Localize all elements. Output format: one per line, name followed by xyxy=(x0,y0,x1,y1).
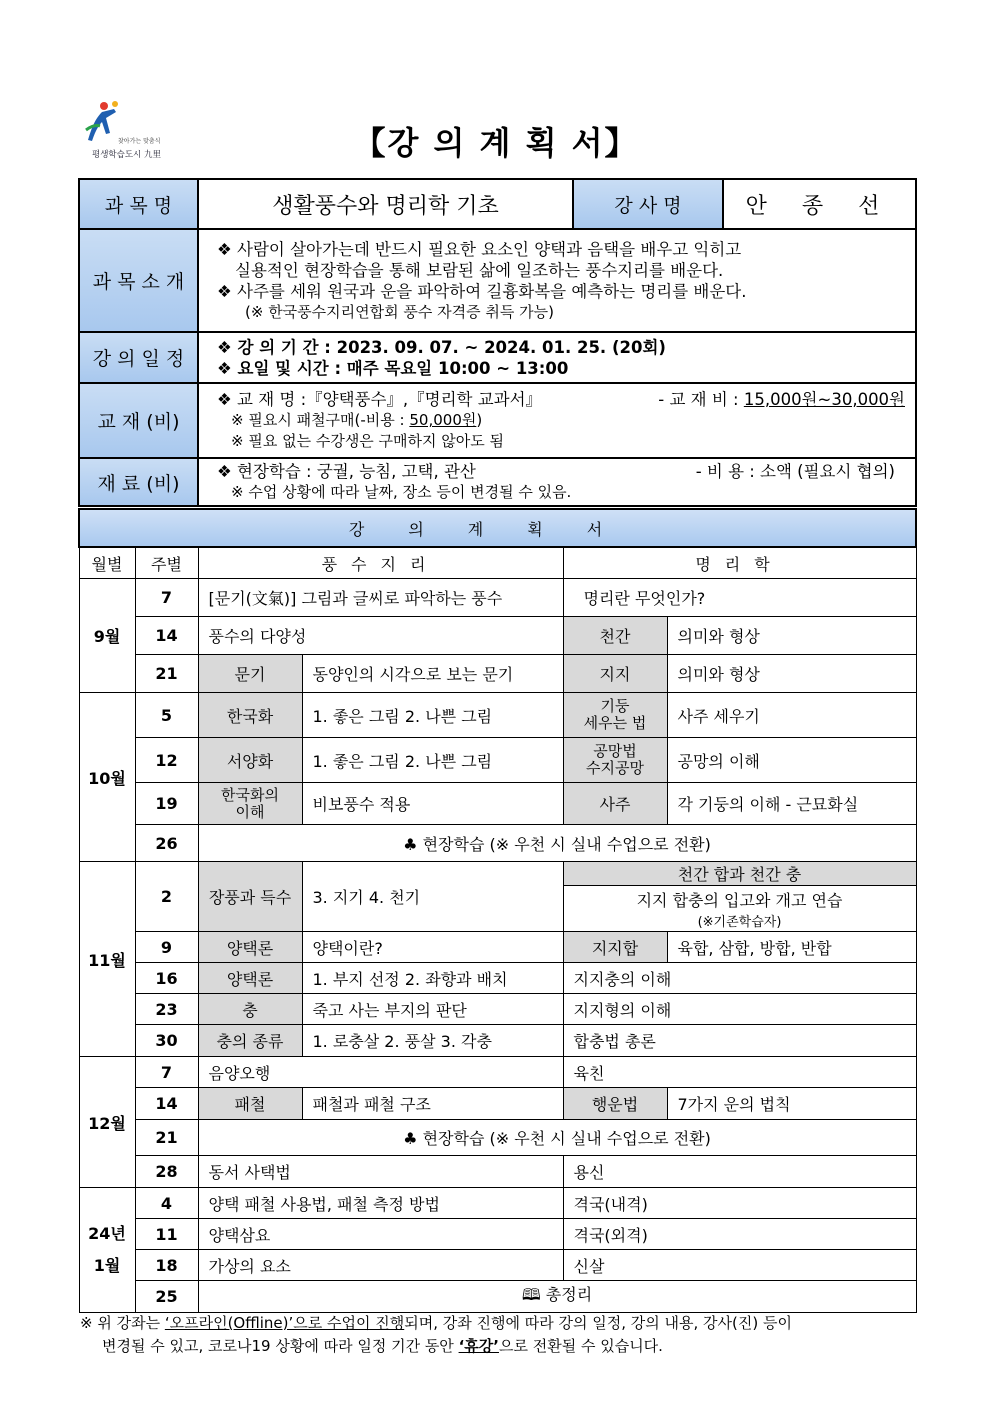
myeongri-topic: 합충법 총론 xyxy=(563,1025,916,1057)
intro-line: (※ 한국풍수지리연합회 풍수 자격증 취득 가능) xyxy=(245,302,554,321)
textbook-name: ❖ 교 재 명 :『양택풍수』,『명리학 교과서』 xyxy=(217,390,543,409)
myeongri-topic: 격국(외격) xyxy=(563,1219,916,1250)
week-cell: 26 xyxy=(135,825,198,862)
material-note: ※ 수업 상황에 따라 날짜, 장소 등이 변경될 수 있음. xyxy=(231,483,572,501)
textbook-cost: 15,000원~30,000원 xyxy=(743,390,905,409)
fengshui-tag: 문기 xyxy=(198,655,302,693)
month-cell: 12월 xyxy=(79,1057,135,1188)
month-cell: 24년 1월 xyxy=(79,1188,135,1313)
schedule-period: ❖ 강 의 기 간 : 2023. 09. 07. ~ 2024. 01. 25. (20회) xyxy=(217,337,666,357)
field-trip: ♣ 현장학습 (※ 우천 시 실내 수업으로 전환) xyxy=(198,825,916,862)
fengshui-topic: 1. 로충살 2. 풍살 3. 각충 xyxy=(302,1025,563,1057)
myeongri-topic: 의미와 형상 xyxy=(667,655,916,693)
myeongri-text: 지지 합충의 입고와 개고 연습 xyxy=(636,890,843,910)
myeongri-topic: 지지형의 이해 xyxy=(563,994,916,1025)
myeongri-tag: 사주 xyxy=(563,783,667,825)
fengshui-topic: 양택삼요 xyxy=(198,1219,563,1250)
myeongri-tag: 기둥 세우는 법 xyxy=(563,693,667,738)
fengshui-topic: 양택 패철 사용법, 패철 측정 방법 xyxy=(198,1188,563,1219)
col-week: 주별 xyxy=(135,547,198,579)
schedule-time: ❖ 요일 및 시간 : 매주 목요일 10:00 ~ 13:00 xyxy=(217,358,569,378)
footer-text: 변경될 수 있고, 코로나19 상황에 따라 일정 기간 동안 xyxy=(102,1337,459,1355)
week-cell: 9 xyxy=(135,932,198,963)
week-cell: 12 xyxy=(135,738,198,783)
fengshui-topic: 1. 부지 선정 2. 좌향과 배치 xyxy=(302,963,563,994)
week-cell: 28 xyxy=(135,1156,198,1188)
logo-slogan: 찾아가는 맞춤식 xyxy=(118,138,161,145)
textbook-note-end: ) xyxy=(476,411,483,429)
week-cell: 5 xyxy=(135,693,198,738)
textbook-note2: ※ 필요 없는 수강생은 구매하지 않아도 됨 xyxy=(231,432,505,450)
month-cell: 11월 xyxy=(79,862,135,1057)
fengshui-tag: 서양화 xyxy=(198,738,302,783)
myeongri-subhead: 천간 합과 천간 충 xyxy=(563,862,916,886)
textbook-content xyxy=(198,383,916,458)
plan-heading: 강의계획서 xyxy=(79,509,916,547)
intro-line: ❖ 사주를 세워 원국과 운을 파악하여 길흉화복을 예측하는 명리를 배운다. xyxy=(217,281,747,301)
myeongri-tag: 공망법 수지공망 xyxy=(563,738,667,783)
fengshui-topic: 1. 좋은 그림 2. 나쁜 그림 xyxy=(302,693,563,738)
week-cell: 25 xyxy=(135,1281,198,1313)
month-cell: 10월 xyxy=(79,693,135,862)
fengshui-topic: 패철과 패철 구조 xyxy=(302,1088,563,1120)
textbook-cost-label: - 교 재 비 : xyxy=(658,390,744,409)
page-title: 【강 의 계 획 서】 xyxy=(353,124,639,162)
material-content xyxy=(198,458,916,506)
week-cell: 11 xyxy=(135,1219,198,1250)
myeongri-topic: 공망의 이해 xyxy=(667,738,916,783)
myeongri-topic: 7가지 운의 법칙 xyxy=(667,1088,916,1120)
fengshui-topic: 3. 지기 4. 천기 xyxy=(302,862,563,932)
fengshui-topic: 풍수의 다양성 xyxy=(198,617,563,655)
myeongri-tag: 지지합 xyxy=(563,932,667,963)
schedule-content xyxy=(198,332,916,383)
footer-offline: ‘오프라인(Offline)’으로 수업이 진행 xyxy=(164,1314,405,1332)
myeongri-tag: 지지 xyxy=(563,655,667,693)
week-cell: 4 xyxy=(135,1188,198,1219)
fengshui-topic: 동서 사택법 xyxy=(198,1156,563,1188)
week-cell: 21 xyxy=(135,1120,198,1156)
week-cell: 18 xyxy=(135,1250,198,1281)
myeongri-tag: 천간 xyxy=(563,617,667,655)
fengshui-topic: 죽고 사는 부지의 판단 xyxy=(302,994,563,1025)
fengshui-tag: 한국화의 이해 xyxy=(198,783,302,825)
textbook-note: ※ 필요시 패철구매(-비용 : xyxy=(231,411,410,429)
instructor-name: 안 종 선 xyxy=(723,179,916,229)
material-label: 재 료 (비) xyxy=(79,458,198,506)
week-cell: 2 xyxy=(135,862,198,932)
week-cell: 7 xyxy=(135,579,198,617)
fengshui-tag: 양택론 xyxy=(198,963,302,994)
week-cell: 14 xyxy=(135,617,198,655)
footer-break: ‘휴강’ xyxy=(458,1337,499,1355)
myeongri-topic: 육친 xyxy=(563,1057,916,1088)
week-cell: 19 xyxy=(135,783,198,825)
week-cell: 7 xyxy=(135,1057,198,1088)
myeongri-topic: 명리란 무엇인가? xyxy=(563,579,916,617)
intro-line: ❖ 사람이 살아가는데 반드시 필요한 요소인 양택과 음택을 배우고 익히고 xyxy=(217,239,742,259)
col-myeongri: 명리학 xyxy=(563,547,916,579)
fengshui-topic: 비보풍수 적용 xyxy=(302,783,563,825)
fengshui-topic: 동양인의 시각으로 보는 문기 xyxy=(302,655,563,693)
intro-content xyxy=(198,229,916,332)
myeongri-topic: 용신 xyxy=(563,1156,916,1188)
fengshui-tag: 충의 종류 xyxy=(198,1025,302,1057)
course-info-table xyxy=(78,178,917,507)
lecture-plan-table xyxy=(78,508,917,1313)
logo-city: 평생학습도시 九里 xyxy=(92,150,161,160)
myeongri-topic xyxy=(563,886,916,932)
fengshui-tag: 한국화 xyxy=(198,693,302,738)
myeongri-topic: 지지충의 이해 xyxy=(563,963,916,994)
myeongri-note: (※기존학습자) xyxy=(697,914,782,930)
compass-cost: 50,000원 xyxy=(409,411,477,429)
field-trip: ♣ 현장학습 (※ 우천 시 실내 수업으로 전환) xyxy=(198,1120,916,1156)
material-line: ❖ 현장학습 : 궁궐, 능침, 고택, 관산 xyxy=(217,462,476,481)
myeongri-tag: 행운법 xyxy=(563,1088,667,1120)
course-name: 생활풍수와 명리학 기초 xyxy=(198,179,573,229)
footer-text: 되며, 강좌 진행에 따라 강의 일정, 강의 내용, 강사(진) 등이 xyxy=(404,1314,792,1332)
fengshui-topic: 양택이란? xyxy=(302,932,563,963)
week-cell: 14 xyxy=(135,1088,198,1120)
myeongri-topic: 사주 세우기 xyxy=(667,693,916,738)
footer-note xyxy=(80,1312,910,1358)
fengshui-tag: 장풍과 득수 xyxy=(198,862,302,932)
col-fengshui: 풍수지리 xyxy=(198,547,563,579)
week-cell: 21 xyxy=(135,655,198,693)
col-month: 월별 xyxy=(79,547,135,579)
final-review: 🕮 총정리 xyxy=(198,1281,916,1313)
myeongri-topic: 각 기둥의 이해 - 근묘화실 xyxy=(667,783,916,825)
textbook-label: 교 재 (비) xyxy=(79,383,198,458)
footer-text: ※ 위 강좌는 xyxy=(80,1314,165,1332)
myeongri-topic: 의미와 형상 xyxy=(667,617,916,655)
fengshui-topic: 음양오행 xyxy=(198,1057,563,1088)
week-cell: 23 xyxy=(135,994,198,1025)
myeongri-topic: 육합, 삼합, 방합, 반합 xyxy=(667,932,916,963)
week-cell: 16 xyxy=(135,963,198,994)
schedule-label: 강 의 일 정 xyxy=(79,332,198,383)
month-cell: 9월 xyxy=(79,579,135,693)
fengshui-tag: 충 xyxy=(198,994,302,1025)
myeongri-topic: 신살 xyxy=(563,1250,916,1281)
week-cell: 30 xyxy=(135,1025,198,1057)
intro-label: 과 목 소 개 xyxy=(79,229,198,332)
fengshui-tag: 양택론 xyxy=(198,932,302,963)
myeongri-topic: 격국(내격) xyxy=(563,1188,916,1219)
fengshui-topic: [문기(文氣)] 그림과 글씨로 파악하는 풍수 xyxy=(198,579,563,617)
fengshui-topic: 1. 좋은 그림 2. 나쁜 그림 xyxy=(302,738,563,783)
course-label: 과 목 명 xyxy=(79,179,198,229)
fengshui-tag: 패철 xyxy=(198,1088,302,1120)
footer-text: 으로 전환될 수 있습니다. xyxy=(498,1337,663,1355)
intro-line: 실용적인 현장학습을 통해 보람된 삶에 일조하는 풍수지리를 배운다. xyxy=(235,260,724,280)
material-cost: - 비 용 : 소액 (필요시 협의) xyxy=(695,462,895,481)
fengshui-topic: 가상의 요소 xyxy=(198,1250,563,1281)
instructor-label: 강 사 명 xyxy=(573,179,723,229)
